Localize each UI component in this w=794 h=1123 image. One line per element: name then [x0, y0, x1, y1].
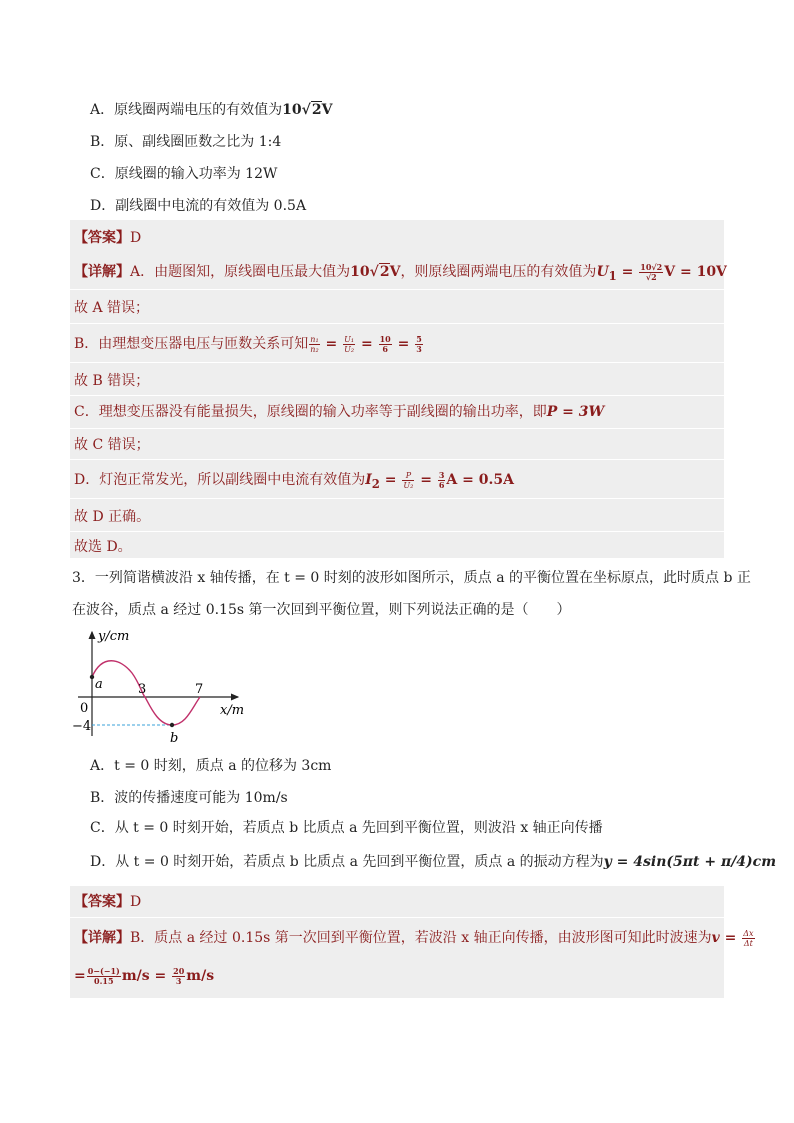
denominator: 3 [416, 343, 422, 354]
coef: 10 [350, 264, 370, 280]
option-text: 波的传播速度可能为 10m/s [114, 790, 288, 806]
question-text: 3．一列简谐横波沿 x 轴传播，在 t = 0 时刻的波形如图所示，质点 a 的平衡位置在坐标原点，此时质点 b 正 [72, 570, 751, 586]
numerator: Δx [743, 928, 754, 938]
subscript: 2 [371, 476, 380, 491]
detail-label: 【详解】 [74, 264, 130, 280]
q2-detail-d-conclusion [74, 507, 150, 527]
q3-option-a [90, 756, 331, 776]
q2-detail-c-conclusion [74, 435, 150, 455]
option-letter: D． [90, 854, 116, 870]
q3-stem-line2 [72, 600, 571, 620]
q3-option-d [90, 852, 776, 872]
unit: V [321, 102, 333, 118]
option-letter: B． [90, 134, 115, 150]
origin-label: 0 [80, 701, 89, 716]
separator [70, 459, 724, 460]
q2-option-a: A．原线圈两端电压的有效值为10√2V [90, 102, 333, 118]
fraction [402, 471, 414, 490]
q3-option-b [90, 788, 288, 808]
point-b-label: b [170, 731, 179, 746]
numerator: n₁ [310, 334, 319, 344]
wave-graph [70, 626, 260, 748]
symbol: U [596, 264, 609, 280]
coef: 10 [282, 102, 302, 118]
q2-detail-b-conclusion [74, 371, 149, 391]
radicand: 2 [379, 264, 390, 280]
option-text: t = 0 时刻，质点 a 的位移为 3cm [114, 758, 332, 774]
detail-text: A．由题图知，原线圈电压最大值为 [130, 264, 351, 280]
separator [70, 531, 724, 532]
q2-detail-a-conclusion [74, 298, 149, 318]
separator [70, 428, 724, 429]
answer-label: 【答案】 [74, 894, 130, 910]
detail-text: C．理想变压器没有能量损失，原线圈的输入功率等于副线圈的输出功率，即 [74, 404, 547, 420]
tick-label-7: 7 [195, 682, 204, 697]
separator [70, 362, 724, 363]
fraction [639, 263, 663, 282]
option-letter: D． [90, 198, 116, 214]
fraction [438, 471, 446, 490]
option-text: 原线圈两端电压的有效值为 [114, 102, 283, 118]
point-a-marker [90, 675, 94, 679]
answer-label: 【答案】 [74, 230, 130, 246]
fraction [172, 967, 185, 986]
point-a-label: a [95, 677, 103, 692]
option-text: 原、副线圈匝数之比为 1:4 [114, 134, 282, 150]
detail-label: 【详解】 [74, 930, 130, 946]
conclusion: 故 A 错误； [74, 300, 150, 316]
option-text: 从 t = 0 时刻开始，若质点 b 比质点 a 先回到平衡位置，质点 a 的振动方程为 [115, 854, 604, 870]
tick-label-neg4: −4 [72, 719, 92, 734]
fraction [415, 335, 423, 354]
denominator: Δt [743, 938, 753, 948]
radicand: 2 [311, 102, 322, 118]
fraction [343, 335, 355, 354]
separator [70, 498, 724, 499]
fraction [742, 929, 754, 948]
q2-detail-a: 【详解】A．由题图知，原线圈电压最大值为10√2V，则原线圈两端电压的有效值为$U_1$ = $\frac{10√2}{√2}$ V = 10V [74, 261, 727, 283]
numerator: 0−(−1) [87, 965, 120, 976]
equals: = [74, 968, 86, 984]
denominator: 6 [382, 343, 388, 354]
option-letter: C． [90, 166, 115, 182]
x-axis-label: x/m [220, 703, 245, 718]
final-answer: 故选 D。 [74, 539, 132, 555]
detail-text: B．由理想变压器电压与匝数关系可知 [74, 336, 309, 352]
numerator: 20 [173, 965, 185, 976]
q2-option-c [90, 164, 277, 184]
conclusion: 故 C 错误； [74, 437, 150, 453]
q2-answer [74, 228, 141, 248]
fraction [379, 335, 392, 354]
numerator: P [402, 471, 414, 481]
denominator: U₂ [403, 480, 414, 490]
symbol: I [365, 472, 372, 488]
question-text: 在波谷，质点 a 经过 0.15s 第一次回到平衡位置，则下列说法正确的是（ ） [72, 602, 571, 618]
q2-detail-c [74, 402, 604, 422]
denominator: 3 [175, 975, 182, 986]
q2-option-d [90, 196, 306, 216]
denominator: n₂ [310, 344, 319, 354]
option-text: 副线圈中电流的有效值为 0.5A [115, 198, 307, 214]
denominator: √2 [645, 271, 657, 282]
tick-label-3: 3 [138, 682, 147, 697]
equals: = [616, 264, 639, 280]
unit-equals: m/s = [121, 968, 172, 984]
formula: y = 4sin(5πt + π/4)cm [603, 854, 777, 870]
subscript: 1 [608, 268, 617, 283]
fraction [309, 335, 319, 354]
q3-detail-line1 [74, 928, 756, 948]
numerator: 10√2 [640, 261, 663, 272]
numerator: 10 [379, 333, 391, 344]
separator [70, 289, 724, 290]
result: A = 0.5A [446, 472, 514, 488]
formula: P = 3W [546, 404, 605, 420]
option-text: 从 t = 0 时刻开始，若质点 b 比质点 a 先回到平衡位置，则波沿 x 轴正向传播 [114, 820, 603, 836]
conclusion: 故 D 正确。 [74, 509, 151, 525]
unit: m/s [186, 968, 215, 984]
numerator: 5 [416, 333, 422, 344]
fraction [87, 967, 121, 986]
detail-text: B．质点 a 经过 0.15s 第一次回到平衡位置，若波沿 x 轴正向传播，由波形图可知此时波速为 [130, 930, 712, 946]
option-letter: A． [90, 758, 115, 774]
denominator: 0.15 [94, 975, 114, 986]
point-b-marker [170, 723, 174, 727]
detail-text: D．灯泡正常发光，所以副线圈中电流有效值为 [74, 472, 366, 488]
separator [70, 917, 724, 918]
option-letter: C． [90, 820, 115, 836]
numerator: U₁ [344, 334, 355, 344]
denominator: 6 [438, 479, 445, 490]
q3-stem-line1 [72, 568, 751, 588]
q2-option-b [90, 132, 281, 152]
q2-final [74, 537, 132, 557]
q2-detail-b: B．由理想变压器电压与匝数关系可知 $\frac{\text{n₁}}{\text{n₂}}$ = $\frac{\text{U₁}}{\text{U₂}}$ = $\frac{10}{6}$ = $\frac{5}{3}$ [74, 333, 422, 354]
option-letter: B． [90, 790, 115, 806]
q3-answer [74, 892, 141, 912]
numerator: 3 [438, 469, 445, 480]
q3-option-c [90, 818, 603, 838]
answer-value: D [130, 230, 142, 246]
answer-value: D [130, 894, 142, 910]
option-letter: A． [90, 102, 115, 118]
unit: V [389, 264, 401, 280]
q3-detail-line2 [74, 966, 214, 986]
denominator: U₂ [344, 344, 355, 354]
result: V = 10V [664, 264, 727, 280]
q2-detail-d: D．灯泡正常发光，所以副线圈中电流有效值为$I_2$ = $\frac{P}{\text{U₂}}$ = $\frac{3}{6}$ A = 0.5A [74, 469, 514, 491]
separator [70, 395, 724, 396]
option-text: 原线圈的输入功率为 12W [114, 166, 278, 182]
symbol: v = [711, 930, 742, 946]
y-axis-label: y/cm [98, 629, 130, 644]
conclusion: 故 B 错误； [74, 373, 150, 389]
detail-text: ，则原线圈两端电压的有效值为 [400, 264, 597, 280]
separator [70, 323, 724, 324]
